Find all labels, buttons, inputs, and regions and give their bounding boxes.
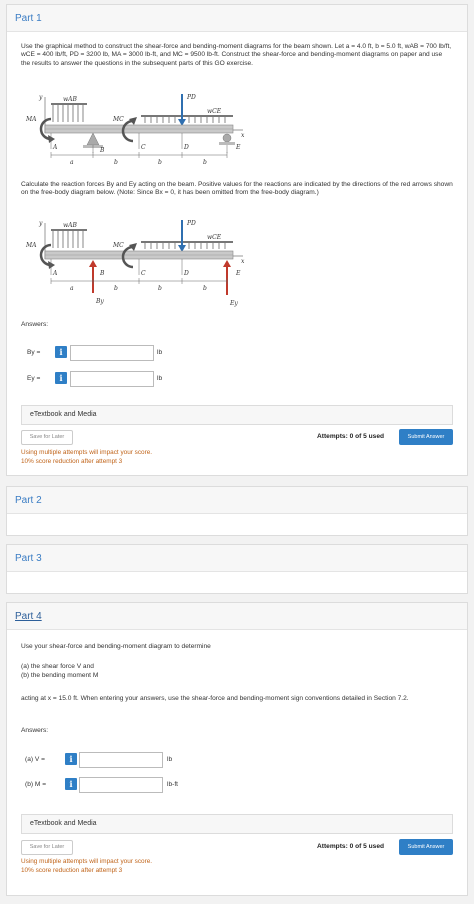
v-info-icon[interactable]: i: [65, 753, 77, 765]
part4-title[interactable]: Part 4: [15, 611, 42, 622]
fbd-dim-b2-label: b: [158, 285, 162, 292]
y-axis-label: y: [39, 94, 43, 101]
free-body-diagram: [21, 215, 261, 313]
fbd-dim-b1-label: b: [114, 285, 118, 292]
fbd-dim-a-label: a: [70, 285, 74, 292]
m-label: (b) M =: [25, 781, 47, 788]
fbd-by-label: By: [96, 298, 104, 305]
point-e-label: E: [236, 144, 241, 151]
by-info-icon[interactable]: i: [55, 346, 67, 358]
fbd-c-label: C: [141, 270, 146, 277]
fbd-b-label: B: [100, 270, 105, 277]
fbd-d-label: D: [184, 270, 189, 277]
ey-input[interactable]: [70, 371, 154, 387]
part4-attempts-warning: Using multiple attempts will impact your score.: [21, 858, 153, 865]
fbd-dim-b3-label: b: [203, 285, 207, 292]
answers-label: Answers:: [21, 321, 49, 328]
reaction-instructions: Calculate the reaction forces By and Ey acting on the beam. Positive values for the reactions are indicated by the directions of the red arrows shown on the free-body diagram below. (Note: Since Bx = 0, it has been omitted from the free-body diagram.): [21, 181, 453, 197]
x-axis-label: x: [241, 132, 245, 139]
ey-unit: lb: [157, 375, 163, 382]
part2-header: [7, 487, 467, 514]
etextbook-media[interactable]: [21, 405, 453, 425]
MC-label: MC: [113, 116, 124, 123]
m-info-icon[interactable]: i: [65, 778, 77, 790]
part3-header: [7, 545, 467, 572]
part3-title[interactable]: Part 3: [15, 553, 42, 564]
MA-label: MA: [26, 116, 37, 123]
wAB-label: wAB: [63, 96, 77, 103]
fbd-a-label: A: [53, 270, 58, 277]
part4-acting-text: acting at x = 15.0 ft. When entering your answers, use the shear-force and bending-moment sign conventions detailed in Section 7.2.: [21, 695, 409, 702]
fbd-x-label: x: [241, 258, 245, 265]
part4-intro: Use your shear-force and bending-moment diagram to determine: [21, 643, 211, 650]
part4-submit-answer-button[interactable]: Submit Answer: [399, 839, 453, 855]
by-input[interactable]: [70, 345, 154, 361]
part2-panel: [6, 486, 468, 536]
by-label: By =: [27, 349, 41, 356]
v-input[interactable]: [79, 752, 163, 768]
part4-item-b: (b) the bending moment M: [21, 672, 99, 679]
dim-b2-label: b: [158, 159, 162, 166]
fbd-PD-label: PD: [187, 220, 196, 227]
part4-answers-label: Answers:: [21, 727, 49, 734]
part4-header: [7, 603, 467, 630]
fbd-e-label: E: [236, 270, 241, 277]
part4-save-for-later-button[interactable]: Save for Later: [21, 840, 73, 855]
fbd-MC-label: MC: [113, 242, 124, 249]
point-a-label: A: [53, 144, 58, 151]
attempts-warning: Using multiple attempts will impact your score.: [21, 449, 153, 456]
dim-b1-label: b: [114, 159, 118, 166]
fbd-ey-label: Ey: [230, 300, 238, 307]
etextbook-label: eTextbook and Media: [30, 411, 97, 418]
fbd-wCE-label: wCE: [207, 234, 222, 241]
fbd-MA-label: MA: [26, 242, 37, 249]
part4-etextbook-label: eTextbook and Media: [30, 820, 97, 827]
part4-etextbook-media[interactable]: [21, 814, 453, 834]
by-unit: lb: [157, 349, 163, 356]
m-input[interactable]: [79, 777, 163, 793]
ey-info-icon[interactable]: i: [55, 372, 67, 384]
problem-statement: Use the graphical method to construct the shear-force and bending-moment diagrams for the beam shown. Let a = 4.0 ft, b = 5.0 ft, wAB = 700 lb/ft, wCE = 400 lb/ft, PD = 3200 lb, MA = 3000 lb-ft, and MC = 9500 lb-ft. Construct the shear-force and bending-moment diagrams on paper and use the results to answer the questions in the subsequent parts of this GO exercise.: [21, 43, 452, 67]
beam-diagram: [21, 89, 261, 177]
ey-label: Ey =: [27, 375, 41, 382]
PD-label: PD: [187, 94, 196, 101]
part3-panel: [6, 544, 468, 594]
v-label: (a) V =: [25, 756, 45, 763]
dim-a-label: a: [70, 159, 74, 166]
attempts-count: Attempts: 0 of 5 used: [317, 433, 385, 440]
part4-score-reduction-warning: 10% score reduction after attempt 3: [21, 867, 123, 874]
v-unit: lb: [167, 756, 173, 763]
point-b-label: B: [100, 147, 105, 154]
point-d-label: D: [184, 144, 189, 151]
part2-title[interactable]: Part 2: [15, 495, 42, 506]
part4-attempts-count: Attempts: 0 of 5 used: [317, 843, 385, 850]
pin-support-b: [87, 133, 99, 145]
wCE-label: wCE: [207, 108, 222, 115]
part1-header: [7, 5, 467, 32]
point-c-label: C: [141, 144, 146, 151]
score-reduction-warning: 10% score reduction after attempt 3: [21, 458, 123, 465]
dim-b3-label: b: [203, 159, 207, 166]
part4-panel: [6, 602, 468, 896]
m-unit: lb-ft: [167, 781, 178, 788]
roller-support-e: [223, 134, 231, 142]
part1-panel: [6, 4, 468, 476]
part4-item-a: (a) the shear force V and: [21, 663, 94, 670]
save-for-later-button[interactable]: Save for Later: [21, 430, 73, 445]
fbd-wAB-label: wAB: [63, 222, 77, 229]
fbd-y-label: y: [39, 220, 43, 227]
submit-answer-button[interactable]: Submit Answer: [399, 429, 453, 445]
part1-title[interactable]: Part 1: [15, 13, 42, 24]
